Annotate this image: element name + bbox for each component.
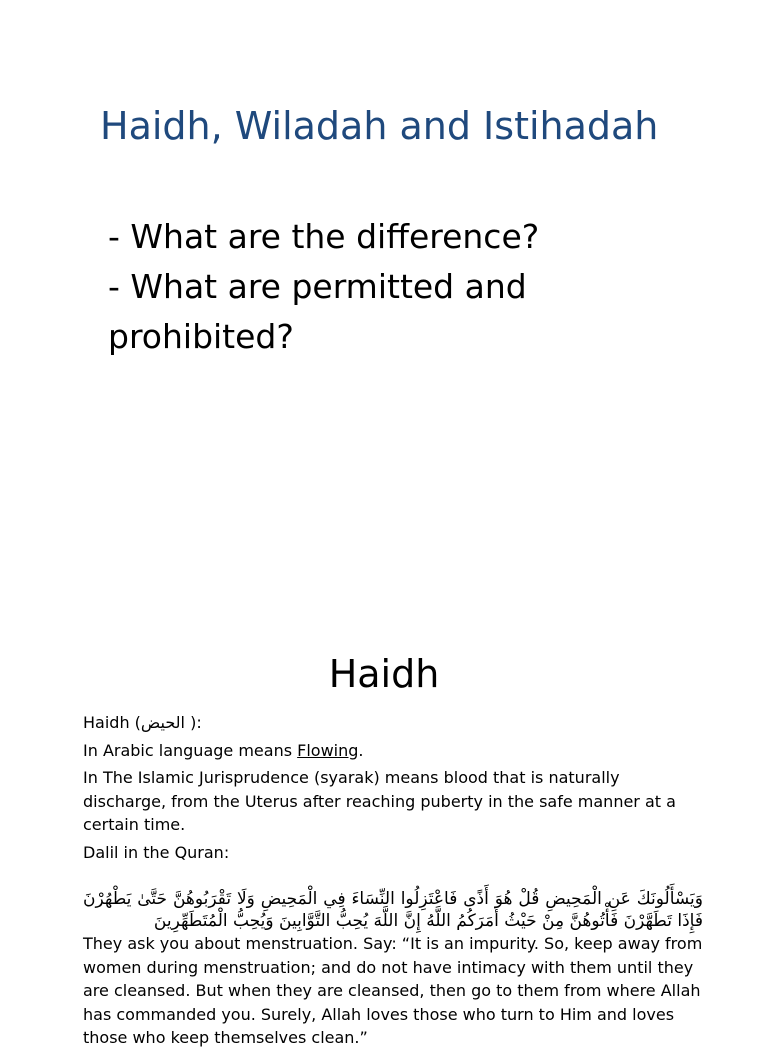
question-list	[108, 212, 668, 362]
question-item: - What are permitted and prohibited?	[108, 267, 527, 356]
arabic-meaning-suffix: .	[358, 740, 364, 760]
term-line	[83, 711, 703, 735]
arabic-meaning-line	[83, 739, 703, 763]
slide-title: Haidh	[328, 652, 440, 696]
term-arabic: الحيض	[140, 713, 185, 732]
slide-title: Haidh, Wiladah and Istihadah	[100, 104, 659, 148]
slide-2	[0, 600, 768, 1047]
question-item: - What are the difference?	[108, 217, 540, 256]
term-prefix: Haidh (	[83, 713, 141, 732]
slide-body	[83, 711, 703, 1054]
translation-text: They ask you about menstruation. Say: “It is an impurity. So, keep away from women during menstruation; and do not have intimacy with them until they are cleansed. But when they are cleansed, then go to them from where Allah has commanded you. Surely, Allah loves those who turn to Him and loves those who keep themselves clean.”	[83, 934, 703, 1047]
dalil-label: Dalil in the Quran:	[83, 842, 230, 862]
quran-verse: وَيَسْأَلُونَكَ عَنِ الْمَحِيضِ قُلْ هُوَ أَذًى فَاعْتَزِلُوا النِّسَاءَ فِي الْمَحِيضِ وَلَا تَقْرَبُوهُنَّ حَتَّىٰ يَطْهُرْنَ فَإِذَا تَطَهَّرْنَ فَأْتُوهُنَّ مِنْ حَيْثُ أَمَرَكُمُ اللَّهُ إِنَّ اللَّهَ يُحِبُّ التَّوَّابِينَ وَيُحِبُّ الْمُتَطَهِّرِينَ	[83, 889, 703, 931]
arabic-meaning-prefix: In Arabic language means	[83, 740, 298, 760]
arabic-meaning-word: Flowing	[297, 740, 359, 760]
definition-text: In The Islamic Jurisprudence (syarak) means blood that is naturally discharge, from the Uterus after reaching puberty in the safe manner at a certain time.	[83, 768, 676, 834]
term-suffix: ):	[184, 713, 202, 732]
